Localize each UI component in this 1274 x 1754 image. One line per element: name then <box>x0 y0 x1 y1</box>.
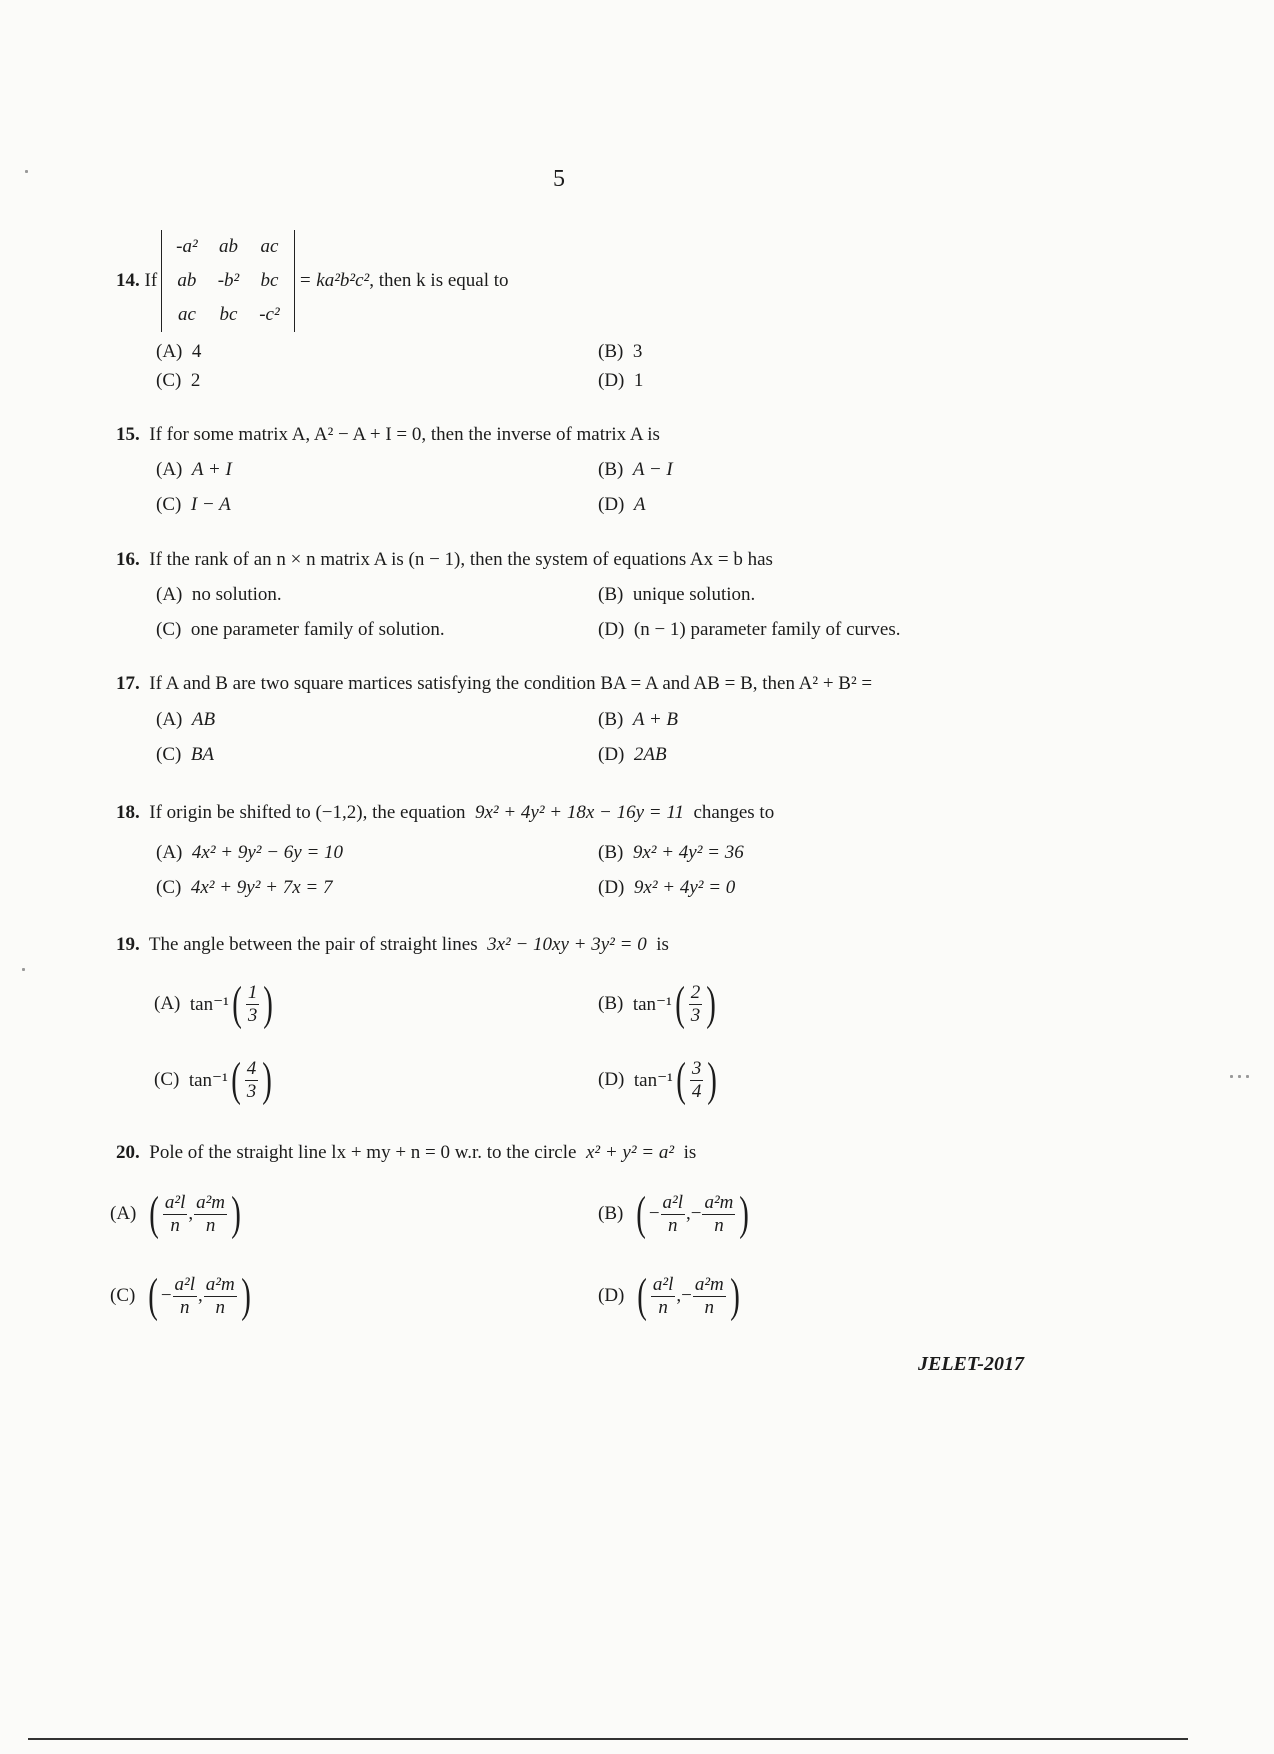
question-18 <box>116 802 774 824</box>
question-number: 16. <box>116 549 140 570</box>
fraction <box>245 1058 259 1103</box>
numerator: 4 <box>246 1057 257 1079</box>
option-label: (B) <box>598 584 624 605</box>
option-c <box>156 494 231 516</box>
fraction <box>693 1274 726 1319</box>
det-cell: ab <box>177 270 197 291</box>
option-text: 4x² + 9y² + 7x = 7 <box>190 877 333 898</box>
option-text: one parameter family of solution. <box>190 619 445 640</box>
numerator: a²m <box>205 1273 235 1295</box>
option-text: 1 <box>633 370 644 391</box>
det-cell: -a² <box>176 236 198 257</box>
det-cell: ab <box>218 236 238 257</box>
numerator: a²l <box>652 1273 674 1295</box>
option-label: (D) <box>598 370 625 391</box>
option-label: (A) <box>156 341 183 362</box>
option-b <box>598 584 755 606</box>
option-label: (D) <box>598 744 625 765</box>
det-cell: bc <box>260 270 279 291</box>
numerator: a²l <box>662 1191 684 1213</box>
option-b <box>598 842 744 864</box>
option-a: (A) tan⁻¹ ( $\frac{1}{3}$ ) <box>154 977 274 1030</box>
question-text: changes to <box>693 802 775 823</box>
option-b: (B) ( − $\frac{\text{a²l}}{n}$ , − $\frac{\text{a²m}}{n}$ ) <box>598 1187 750 1240</box>
option-d <box>598 744 667 766</box>
option-d <box>598 370 643 392</box>
option-label: (D) <box>598 1069 625 1090</box>
option-c <box>156 370 200 392</box>
question-text: is <box>656 934 669 955</box>
option-d <box>598 494 646 516</box>
option-label: (B) <box>598 341 624 362</box>
option-b <box>598 341 642 363</box>
question-16 <box>116 549 773 571</box>
fraction <box>173 1274 197 1319</box>
option-a <box>156 341 201 363</box>
option-label: (B) <box>598 842 624 863</box>
option-label: (C) <box>156 619 182 640</box>
question-text: Pole of the straight line lx + my + n = 0 w.r. to the circle <box>149 1142 577 1163</box>
question-text: If for some matrix A, A² − A + I = 0, then the inverse of matrix A is <box>149 424 660 445</box>
option-text: A + B <box>632 709 679 730</box>
question-15 <box>116 424 660 446</box>
option-a: (A) ( $\frac{\text{a²l}}{n}$ , $\frac{\text{a²m}}{n}$ ) <box>110 1187 241 1240</box>
option-label: (D) <box>598 1285 625 1306</box>
numerator: a²m <box>196 1191 226 1213</box>
denominator: n <box>215 1296 225 1318</box>
question-17 <box>116 673 872 695</box>
determinant-rhs: = ka²b²c² <box>298 270 370 291</box>
option-c: (C) ( − $\frac{\text{a²l}}{n}$ , $\frac{\text{a²m}}{n}$ ) <box>110 1269 251 1322</box>
option-label: (D) <box>598 877 625 898</box>
option-text: 2 <box>190 370 201 391</box>
question-number: 20. <box>116 1142 140 1163</box>
numerator: a²m <box>694 1273 724 1295</box>
numerator: a²m <box>704 1191 734 1213</box>
denominator: n <box>205 1214 216 1236</box>
question-lead: If <box>144 270 158 291</box>
question-text: The angle between the pair of straight lines <box>148 934 478 955</box>
fraction <box>689 982 703 1027</box>
option-a <box>156 459 232 481</box>
option-text: 4 <box>191 341 202 362</box>
denominator: n <box>170 1214 180 1236</box>
question-text: is <box>683 1142 697 1163</box>
scan-speck <box>22 968 25 971</box>
question-number: 14. <box>116 270 140 291</box>
denominator: 3 <box>246 1080 257 1102</box>
option-text: A <box>633 494 646 515</box>
det-cell: -c² <box>259 304 280 325</box>
denominator: n <box>658 1296 668 1318</box>
option-a <box>156 584 282 606</box>
scan-speck <box>1246 1075 1249 1078</box>
question-number: 15. <box>116 424 140 445</box>
det-cell: bc <box>219 304 238 325</box>
option-text: unique solution. <box>632 584 756 605</box>
question-20 <box>116 1142 696 1164</box>
option-label: (D) <box>598 619 625 640</box>
fraction <box>204 1274 237 1319</box>
numerator: 2 <box>690 981 701 1003</box>
fraction <box>194 1192 227 1237</box>
scan-speck <box>25 170 28 173</box>
option-c <box>156 619 445 641</box>
option-label: (B) <box>598 709 624 730</box>
option-text: I − A <box>190 494 231 515</box>
option-a <box>156 709 215 731</box>
option-b <box>598 709 678 731</box>
fraction <box>690 1058 704 1103</box>
denominator: 4 <box>691 1080 702 1102</box>
option-text: A − I <box>632 459 673 480</box>
denominator: 3 <box>690 1004 701 1026</box>
denominator: 3 <box>247 1004 258 1026</box>
option-label: (C) <box>154 1069 180 1090</box>
determinant <box>157 230 299 332</box>
option-label: (C) <box>156 744 182 765</box>
option-label: (D) <box>598 494 625 515</box>
exam-code-footer: JELET-2017 <box>918 1353 1024 1375</box>
sign: − <box>648 1203 660 1224</box>
question-19 <box>116 934 669 956</box>
option-label: (A) <box>156 584 183 605</box>
det-cell: ac <box>177 304 196 325</box>
question-equation: x² + y² = a² <box>585 1142 675 1163</box>
question-text: If the rank of an n × n matrix A is (n − 1), then the system of equations Ax = b has <box>149 549 773 570</box>
question-text: If origin be shifted to (−1,2), the equation <box>149 802 466 823</box>
option-a <box>156 842 343 864</box>
numerator: a²l <box>174 1273 196 1295</box>
option-d: (D) tan⁻¹ ( $\frac{3}{4}$ ) <box>598 1053 718 1106</box>
option-c <box>156 744 214 766</box>
option-label: (A) <box>110 1203 137 1224</box>
fraction <box>246 982 260 1027</box>
question-number: 19. <box>116 934 140 955</box>
option-label: (B) <box>598 1203 624 1224</box>
option-label: (C) <box>156 877 182 898</box>
numerator: a²l <box>164 1191 186 1213</box>
option-text: 9x² + 4y² = 36 <box>632 842 744 863</box>
sign: − <box>681 1285 692 1306</box>
question-number: 18. <box>116 802 140 823</box>
option-b: (B) tan⁻¹ ( $\frac{2}{3}$ ) <box>598 977 717 1030</box>
option-text: (n − 1) parameter family of curves. <box>633 619 901 640</box>
option-text: 2AB <box>633 744 667 765</box>
numerator: 1 <box>247 981 258 1003</box>
option-label: (A) <box>154 993 181 1014</box>
option-c: (C) tan⁻¹ ( $\frac{4}{3}$ ) <box>154 1053 273 1106</box>
option-label: (A) <box>156 709 183 730</box>
bottom-rule <box>28 1738 1188 1740</box>
option-label: (C) <box>156 494 182 515</box>
question-tail: , then k is equal to <box>369 270 509 291</box>
option-text: 3 <box>632 341 643 362</box>
option-label: (B) <box>598 459 624 480</box>
option-b <box>598 459 673 481</box>
option-d <box>598 877 735 899</box>
tan-inverse: tan⁻¹ <box>633 1069 673 1091</box>
option-d: (D) ( $\frac{\text{a²l}}{n}$ , − $\frac{\text{a²m}}{n}$ ) <box>598 1269 740 1322</box>
scan-speck <box>1230 1075 1233 1078</box>
option-label: (A) <box>156 459 183 480</box>
option-text: AB <box>191 709 216 730</box>
fraction <box>163 1192 187 1237</box>
numerator: 3 <box>691 1057 702 1079</box>
option-text: 4x² + 9y² − 6y = 10 <box>191 842 344 863</box>
tan-inverse: tan⁻¹ <box>632 993 672 1015</box>
sign: − <box>690 1203 702 1224</box>
tan-inverse: tan⁻¹ <box>188 1069 228 1091</box>
sign: − <box>160 1285 172 1306</box>
denominator: n <box>180 1296 190 1318</box>
option-text: 9x² + 4y² = 0 <box>633 877 736 898</box>
option-label: (A) <box>156 842 183 863</box>
tan-inverse: tan⁻¹ <box>189 993 229 1015</box>
option-label: (B) <box>598 993 624 1014</box>
question-number: 17. <box>116 673 140 694</box>
option-text: BA <box>190 744 215 765</box>
det-cell: ac <box>260 236 279 257</box>
question-equation: 3x² − 10xy + 3y² = 0 <box>487 934 647 955</box>
option-text: no solution. <box>191 584 282 605</box>
page-number: 5 <box>553 166 565 192</box>
det-cell: -b² <box>217 270 240 291</box>
denominator: n <box>704 1296 715 1318</box>
fraction <box>661 1192 685 1237</box>
option-label: (C) <box>156 370 182 391</box>
denominator: n <box>668 1214 678 1236</box>
option-c <box>156 877 332 899</box>
question-14 <box>116 230 509 332</box>
fraction <box>651 1274 675 1319</box>
denominator: n <box>714 1214 724 1236</box>
option-label: (C) <box>110 1285 136 1306</box>
option-d <box>598 619 900 641</box>
question-equation: 9x² + 4y² + 18x − 16y = 11 <box>474 802 684 823</box>
question-text: If A and B are two square martices satisfying the condition BA = A and AB = B, then A² + B² = <box>149 673 873 694</box>
scan-speck <box>1238 1075 1241 1078</box>
fraction <box>702 1192 735 1237</box>
option-text: A + I <box>191 459 232 480</box>
